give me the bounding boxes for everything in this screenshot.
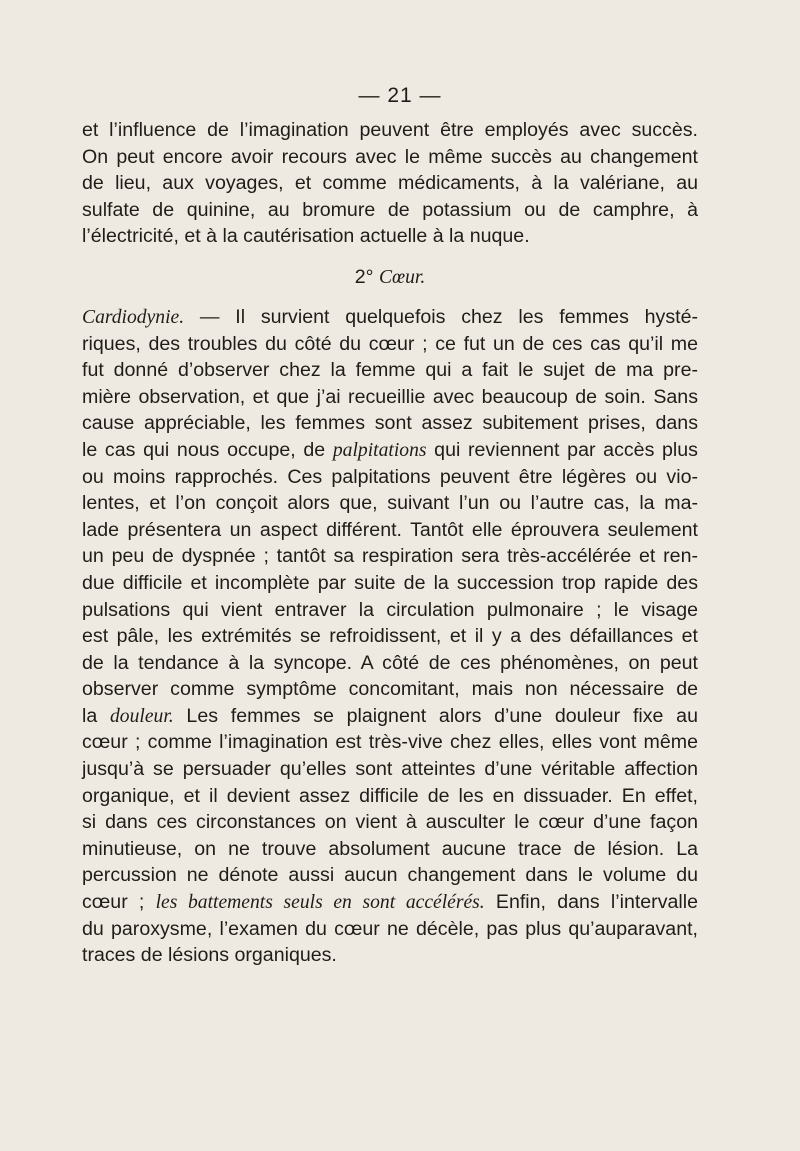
text-line xyxy=(82,304,698,331)
text-run: un peu de dyspnée ; tantôt sa respiration sera très-accélérée et ren- xyxy=(82,545,698,568)
text-line xyxy=(82,809,698,836)
text-run: du paroxysme, l’examen du cœur ne décèle, pas plus qu’auparavant, xyxy=(82,917,698,940)
text-run: cœur ; xyxy=(82,891,156,914)
text-run: la xyxy=(82,704,110,727)
text-line xyxy=(82,517,698,544)
text-run: lentes, et l’on conçoit alors que, suivant l’un ou l’autre cas, la ma- xyxy=(82,492,698,515)
italic-run: palpitations xyxy=(332,439,427,461)
text-line xyxy=(82,410,698,437)
text-run: — Il survient quelquefois chez les femmes hysté- xyxy=(184,305,698,328)
text-line: de lieu, aux voyages, et comme médicaments, à la valériane, au xyxy=(82,172,698,195)
text-line xyxy=(82,650,698,677)
text-line xyxy=(82,836,698,863)
page-number: — 21 — xyxy=(358,84,442,107)
text-line xyxy=(82,331,698,358)
text-line xyxy=(82,729,698,756)
text-run: le cas qui nous occupe, de xyxy=(82,438,333,461)
text-run: qui reviennent par accès plus xyxy=(426,438,698,461)
italic-run: les battements seuls en sont accélérés. xyxy=(155,892,485,914)
text-line xyxy=(82,862,698,889)
text-line xyxy=(82,676,698,703)
text-line xyxy=(82,437,698,464)
text-run: si dans ces circonstances on vient à ausculter le cœur d’une façon xyxy=(82,811,698,834)
text-run: est pâle, les extrémités se refroidissent, et il y a des défaillances et xyxy=(82,625,698,648)
text-run: pulsations qui vient entraver la circulation pulmonaire ; le visage xyxy=(82,598,698,621)
text-line xyxy=(82,464,698,491)
text-line xyxy=(82,916,698,943)
paragraph-1 xyxy=(82,117,698,250)
text-line xyxy=(82,490,698,517)
paragraph-2 xyxy=(82,304,698,969)
text-line xyxy=(82,889,698,916)
text-line xyxy=(82,942,698,969)
text-run: mière observation, et que j’ai recueillie avec beaucoup de soin. Sans xyxy=(82,385,698,408)
text-run: de la tendance à la syncope. A côté de ces phénomènes, on peut xyxy=(82,651,698,674)
text-run: riques, des troubles du côté du cœur ; ce fut un de ces cas qu’il me xyxy=(82,332,698,355)
italic-run: douleur. xyxy=(110,705,174,727)
text-line xyxy=(82,783,698,810)
body-text xyxy=(82,117,698,969)
text-line xyxy=(82,543,698,570)
text-run: traces de lésions organiques. xyxy=(82,944,337,967)
text-line xyxy=(82,570,698,597)
text-run: organique, et il devient assez difficile de les en dissuader. En effet, xyxy=(82,784,698,807)
text-line xyxy=(82,384,698,411)
text-run: percussion ne dénote aussi aucun changement dans le volume du xyxy=(82,864,698,887)
text-run: cause appréciable, les femmes sont assez subitement prises, dans xyxy=(82,412,698,435)
text-line xyxy=(82,357,698,384)
text-line: et l’influence de l’imagination peuvent être employés avec succès. xyxy=(82,119,698,141)
text-line: l’électricité, et à la cautérisation actuelle à la nuque. xyxy=(82,225,530,248)
text-line: sulfate de quinine, au bromure de potassium ou de camphre, à xyxy=(82,198,698,221)
text-run: Les femmes se plaignent alors d’une douleur fixe au xyxy=(173,704,698,727)
italic-run: Cardiodynie. xyxy=(82,306,185,328)
text-line xyxy=(82,703,698,730)
text-run: jusqu’à se persuader qu’elles sont atteintes d’une véritable affection xyxy=(82,758,698,781)
text-run: minutieuse, on ne trouve absolument aucune trace de lésion. La xyxy=(82,837,698,860)
text-line: On peut encore avoir recours avec le même succès au changement xyxy=(82,145,698,168)
text-run: Enfin, dans l’intervalle xyxy=(484,891,699,914)
text-run: cœur ; comme l’imagination est très-vive chez elles, elles vont même xyxy=(82,731,698,754)
section-heading xyxy=(82,254,698,300)
text-line xyxy=(82,597,698,624)
text-run: due difficile et incomplète par suite de la succession trop rapide des xyxy=(82,571,698,594)
text-run: lade présentera un aspect différent. Tantôt elle éprouvera seulement xyxy=(82,518,698,541)
section-title: Cœur. xyxy=(378,266,426,288)
text-run: observer comme symptôme concomitant, mais non nécessaire de xyxy=(82,678,698,701)
text-run: fut donné d’observer chez la femme qui a fait le sujet de ma pre- xyxy=(82,359,698,382)
text-line xyxy=(82,756,698,783)
section-number: 2° xyxy=(354,265,374,288)
text-line xyxy=(82,623,698,650)
text-run: ou moins rapprochés. Ces palpitations peuvent être légères ou vio- xyxy=(82,465,698,488)
